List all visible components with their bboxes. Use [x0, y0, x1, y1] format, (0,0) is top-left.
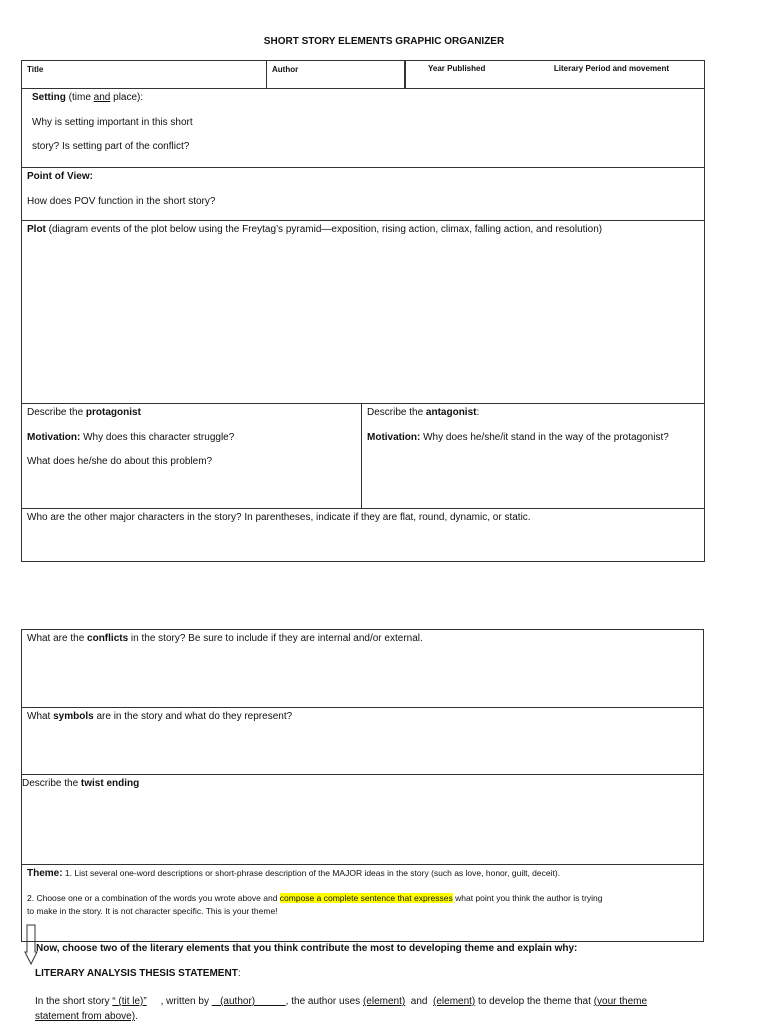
theme-line-1 [27, 868, 698, 881]
pov-question: How does POV function in the short story? [27, 195, 216, 207]
protagonist-motivation [27, 432, 356, 445]
other-characters-question: Who are the other major characters in the story? In parentheses, indicate if they are flat, round, dynamic, or static. [27, 512, 531, 523]
year-label: Year Published [428, 64, 486, 73]
conflicts-label: conflicts [87, 633, 129, 644]
organizer-table-2 [21, 629, 704, 942]
symbols-cell[interactable] [22, 708, 704, 775]
theme-cell[interactable] [22, 865, 704, 942]
thesis-text-b: , written by [146, 996, 212, 1007]
symbols-row [22, 708, 704, 775]
pov-label: Point of View: [27, 171, 93, 182]
theme-label: Theme: [27, 868, 63, 879]
thesis-title-blank[interactable]: “ (tit le)” [112, 996, 147, 1007]
thesis-theme-blank[interactable]: (your theme [593, 996, 648, 1007]
thesis-theme-blank-2[interactable]: statement from above) [35, 1011, 136, 1022]
antagonist-motivation [367, 432, 699, 445]
theme-line-2 [27, 893, 698, 904]
thesis-text-e: to develop the theme that [475, 996, 594, 1007]
thesis-heading: LITERARY ANALYSIS THESIS STATEMENT [35, 968, 238, 979]
protagonist-prefix: Describe the [27, 407, 86, 418]
year-period-cell[interactable] [405, 61, 705, 89]
protagonist-motivation-question: Why does this character struggle? [80, 431, 235, 443]
motivation-label: Motivation: [27, 431, 81, 443]
antagonist-colon: : [476, 407, 480, 418]
setting-heading [32, 92, 699, 105]
plot-label: Plot [27, 224, 46, 235]
other-characters-row [22, 509, 705, 562]
antagonist-cell[interactable] [362, 404, 704, 508]
header-row [22, 61, 705, 89]
antagonist-heading [367, 407, 699, 420]
setting-row [22, 89, 705, 168]
plot-row [22, 221, 705, 404]
setting-label: Setting [32, 92, 66, 103]
period-label: Literary Period and movement [553, 64, 670, 73]
thesis-colon: : [237, 968, 241, 979]
antagonist-prefix: Describe the [367, 407, 426, 418]
conflicts-row [22, 630, 704, 708]
thesis-text-a: In the short story [35, 996, 113, 1007]
setting-cell[interactable] [22, 89, 705, 168]
theme-instruction-2b: what point you think the author is trying [452, 892, 603, 903]
thesis-heading-line [35, 968, 241, 979]
protagonist-heading [27, 407, 356, 420]
theme-instruction-1: 1. List several one-word descriptions or short-phrase description of the MAJOR ideas in the story (such as love, honor, guilt, deceit). [62, 868, 561, 878]
twist-row [22, 775, 704, 865]
thesis-text-c: , the author uses [285, 996, 363, 1007]
symbols-suffix: are in the story and what do they represent? [93, 711, 293, 722]
other-characters-cell[interactable] [22, 509, 705, 562]
plot-cell[interactable] [22, 221, 705, 404]
conflicts-cell[interactable] [22, 630, 704, 708]
twist-cell[interactable] [22, 775, 704, 865]
characters-row [22, 404, 705, 509]
protagonist-label: protagonist [85, 407, 141, 418]
thesis-element-2-blank[interactable]: (element) [433, 996, 476, 1007]
author-label: Author [272, 65, 299, 74]
setting-paren: (time [65, 92, 94, 103]
title-cell[interactable] [22, 61, 267, 89]
theme-instruction-2c: to make in the story. It is not character specific. This is your theme! [27, 906, 278, 917]
thesis-statement [35, 994, 735, 1024]
conflicts-prefix: What are the [27, 633, 88, 644]
twist-prefix: Describe the [22, 778, 81, 789]
title-label: Title [27, 65, 44, 74]
protagonist-question-2: What does he/she do about this problem? [27, 456, 213, 467]
setting-and: and [93, 92, 111, 103]
pov-row [22, 168, 705, 221]
antagonist-label: antagonist [425, 407, 477, 418]
author-cell[interactable] [267, 61, 405, 89]
protagonist-cell[interactable] [22, 404, 362, 508]
antagonist-motivation-question: Why does he/she/it stand in the way of the protagonist? [420, 431, 669, 443]
theme-row [22, 865, 704, 942]
setting-paren-end: place): [110, 92, 144, 103]
symbols-label: symbols [53, 711, 94, 722]
setting-question-2: story? Is setting part of the conflict? [32, 141, 190, 152]
twist-label: twist ending [80, 778, 140, 789]
thesis-author-blank[interactable]: (author) [211, 996, 286, 1007]
theme-instruction-2a: 2. Choose one or a combination of the words you wrote above and [27, 892, 280, 903]
now-choose-instruction: Now, choose two of the literary elements that you think contribute the most to developing theme and explain why: [36, 943, 578, 954]
characters-cell [22, 404, 705, 509]
symbols-prefix: What [27, 711, 54, 722]
thesis-period: . [135, 1011, 138, 1022]
thesis-text-d: and [405, 996, 434, 1007]
conflicts-suffix: in the story? Be sure to include if they are internal and/or external. [128, 633, 423, 644]
pov-cell[interactable] [22, 168, 705, 221]
setting-question-1: Why is setting important in this short [32, 116, 193, 128]
plot-description: (diagram events of the plot below using the Freytag’s pyramid—exposition, rising action, climax, falling action, and resolution) [45, 224, 603, 235]
motivation-label: Motivation: [367, 431, 421, 443]
page-title: SHORT STORY ELEMENTS GRAPHIC ORGANIZER [263, 36, 505, 47]
theme-highlight: compose a complete sentence that expresses [279, 892, 453, 903]
organizer-table-1 [21, 60, 705, 562]
thesis-element-1-blank[interactable]: (element) [362, 996, 406, 1007]
